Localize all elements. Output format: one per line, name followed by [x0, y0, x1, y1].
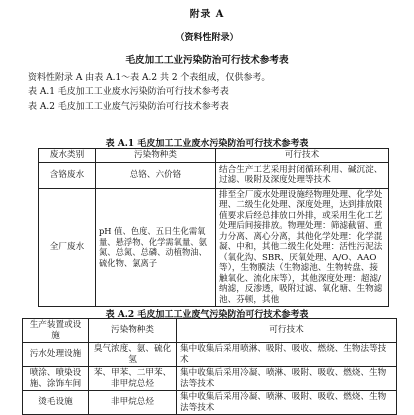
feasible-technology: 集中收集后采用喷淋、吸附、吸收、燃烧、生物法等技术	[177, 343, 397, 367]
table-row	[39, 162, 389, 188]
wastewater-category: 含铬废水	[39, 162, 96, 188]
table-header-cell: 可行技术	[177, 319, 397, 343]
facility: 污水处理设施	[23, 343, 89, 367]
table-a1	[38, 148, 389, 307]
pollutant-types: 臭气浓度、氨、硫化氢	[89, 343, 177, 367]
intro-table-ref-a2: 表 A.2 毛皮加工工业废气污染防治可行技术参考表	[28, 102, 229, 112]
feasible-technology: 排至全厂废水处理设施经物理处理、化学处理、二级生化处理、深度处理，达到排放限值要求后经总排放口外排，或采用生化工艺处理后间接排放。物理处理：筛滤截留、重力分离、离心分离，其他化学处理：化学混凝、中和，其他二级生化处理：活性污泥法（氧化沟、SBR、厌氧处理、A/O、AAO 等），生物膜法（生物滤池、生物转盘、接触氧化、流化床等），其他深度处理：超滤/纳滤，反渗透，吸附过滤、氧化塘、生物滤池、芬顿，其他	[216, 188, 389, 307]
table-header-cell: 生产装置或设施	[23, 319, 89, 343]
pollutant-types: 总铬、六价铬	[96, 162, 216, 188]
pollutant-types: 苯、甲苯、二甲苯、非甲烷总烃	[89, 367, 177, 391]
table-header-cell: 废水类别	[39, 149, 96, 163]
document-title: 毛皮加工工业污染防治可行技术参考表	[125, 55, 289, 66]
appendix-type: （资料性附录）	[175, 33, 239, 43]
feasible-technology: 集中收集后采用冷凝、喷淋、吸附、吸收、燃烧、生物法等技术	[177, 391, 397, 415]
table-a1-caption: 表 A.1 毛皮加工工业废水污染防治可行技术参考表	[105, 139, 309, 149]
table-header-cell: 可行技术	[216, 149, 389, 163]
facility: 烫毛设施	[23, 391, 89, 415]
pollutant-types: 非甲烷总烃	[89, 391, 177, 415]
feasible-technology: 集中收集后采用冷凝、喷淋、吸附、吸收、燃烧、生物法等技术	[177, 367, 397, 391]
wastewater-category: 全厂废水	[39, 188, 96, 307]
table-row	[23, 391, 397, 415]
table-header-cell: 污染物种类	[89, 319, 177, 343]
table-header-row	[39, 149, 389, 163]
pollutant-types: pH 值、色度、五日生化需氧量、悬浮物、化学需氧量、氨氮、总氮、总磷、动植物油、硫化物、氯离子	[96, 188, 216, 307]
table-row	[39, 188, 389, 307]
table-header-row	[23, 319, 397, 343]
appendix-title: 附录 A	[189, 9, 225, 20]
feasible-technology: 结合生产工艺采用封闭循环利用、碱沉淀、过滤、吸附及深度处理等技术	[216, 162, 389, 188]
table-row	[23, 367, 397, 391]
intro-table-ref-a1: 表 A.1 毛皮加工工业废水污染防治可行技术参考表	[28, 87, 229, 97]
table-header-cell: 污染物种类	[96, 149, 216, 163]
intro-paragraph: 资料性附录 A 由表 A.1～表 A.2 共 2 个表组成，仅供参考。	[28, 73, 271, 83]
table-a2	[22, 318, 397, 415]
table-a2-caption: 表 A.2 毛皮加工工业废气污染防治可行技术参考表	[105, 310, 309, 320]
facility: 喷涂、喷染设施、涂饰车间	[23, 367, 89, 391]
table-row	[23, 343, 397, 367]
